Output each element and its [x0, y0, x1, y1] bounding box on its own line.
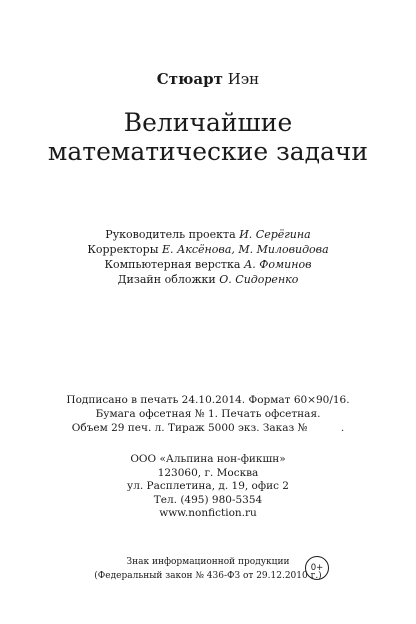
credit-name: А. Фоминов	[243, 258, 312, 271]
info-sign-line: Знак информационной продукции	[126, 557, 290, 567]
publisher-line: www.nonfiction.ru	[159, 507, 257, 519]
title-line: Величайшие	[123, 108, 293, 137]
publisher-line: 123060, г. Москва	[157, 466, 259, 479]
publisher-info	[0, 453, 416, 521]
book-title	[0, 108, 416, 166]
publisher-line: Тел. (495) 980-5354	[153, 493, 263, 506]
credit-role: Руководитель проекта	[105, 228, 236, 241]
print-info	[0, 393, 416, 435]
print-info-line: Бумага офсетная № 1. Печать офсетная.	[95, 408, 321, 420]
credit-line	[0, 242, 416, 257]
title-line: математические задачи	[47, 137, 369, 166]
publisher-line: ООО «Альпина нон-фикшн»	[130, 453, 286, 465]
info-sign-line: (Федеральный закон № 436-ФЗ от 29.12.2010 г.)	[94, 571, 322, 581]
credit-line	[0, 257, 416, 272]
credit-role: Компьютерная верстка	[104, 258, 241, 271]
info-sign	[0, 555, 416, 583]
credit-role: Дизайн обложки	[117, 273, 216, 286]
publisher-line: ул. Расплетина, д. 19, офис 2	[127, 480, 289, 492]
credits	[0, 227, 416, 287]
author-surname: Стюарт	[156, 70, 223, 88]
author-name: Иэн	[227, 70, 260, 88]
credit-name: О. Сидоренко	[219, 273, 299, 286]
credit-name: Е. Аксёнова, М. Миловидова	[161, 243, 329, 256]
author	[0, 70, 416, 88]
print-info-line: Подписано в печать 24.10.2014. Формат 60×90/16.	[66, 394, 350, 406]
credit-line	[0, 272, 416, 287]
print-info-line: Объем 29 печ. л. Тираж 5000 экз. Заказ № .	[71, 422, 345, 434]
credit-role: Корректоры	[87, 243, 159, 256]
age-rating-badge: 0+	[305, 556, 329, 580]
credit-name: И. Серёгина	[239, 228, 311, 241]
credit-line	[0, 227, 416, 242]
